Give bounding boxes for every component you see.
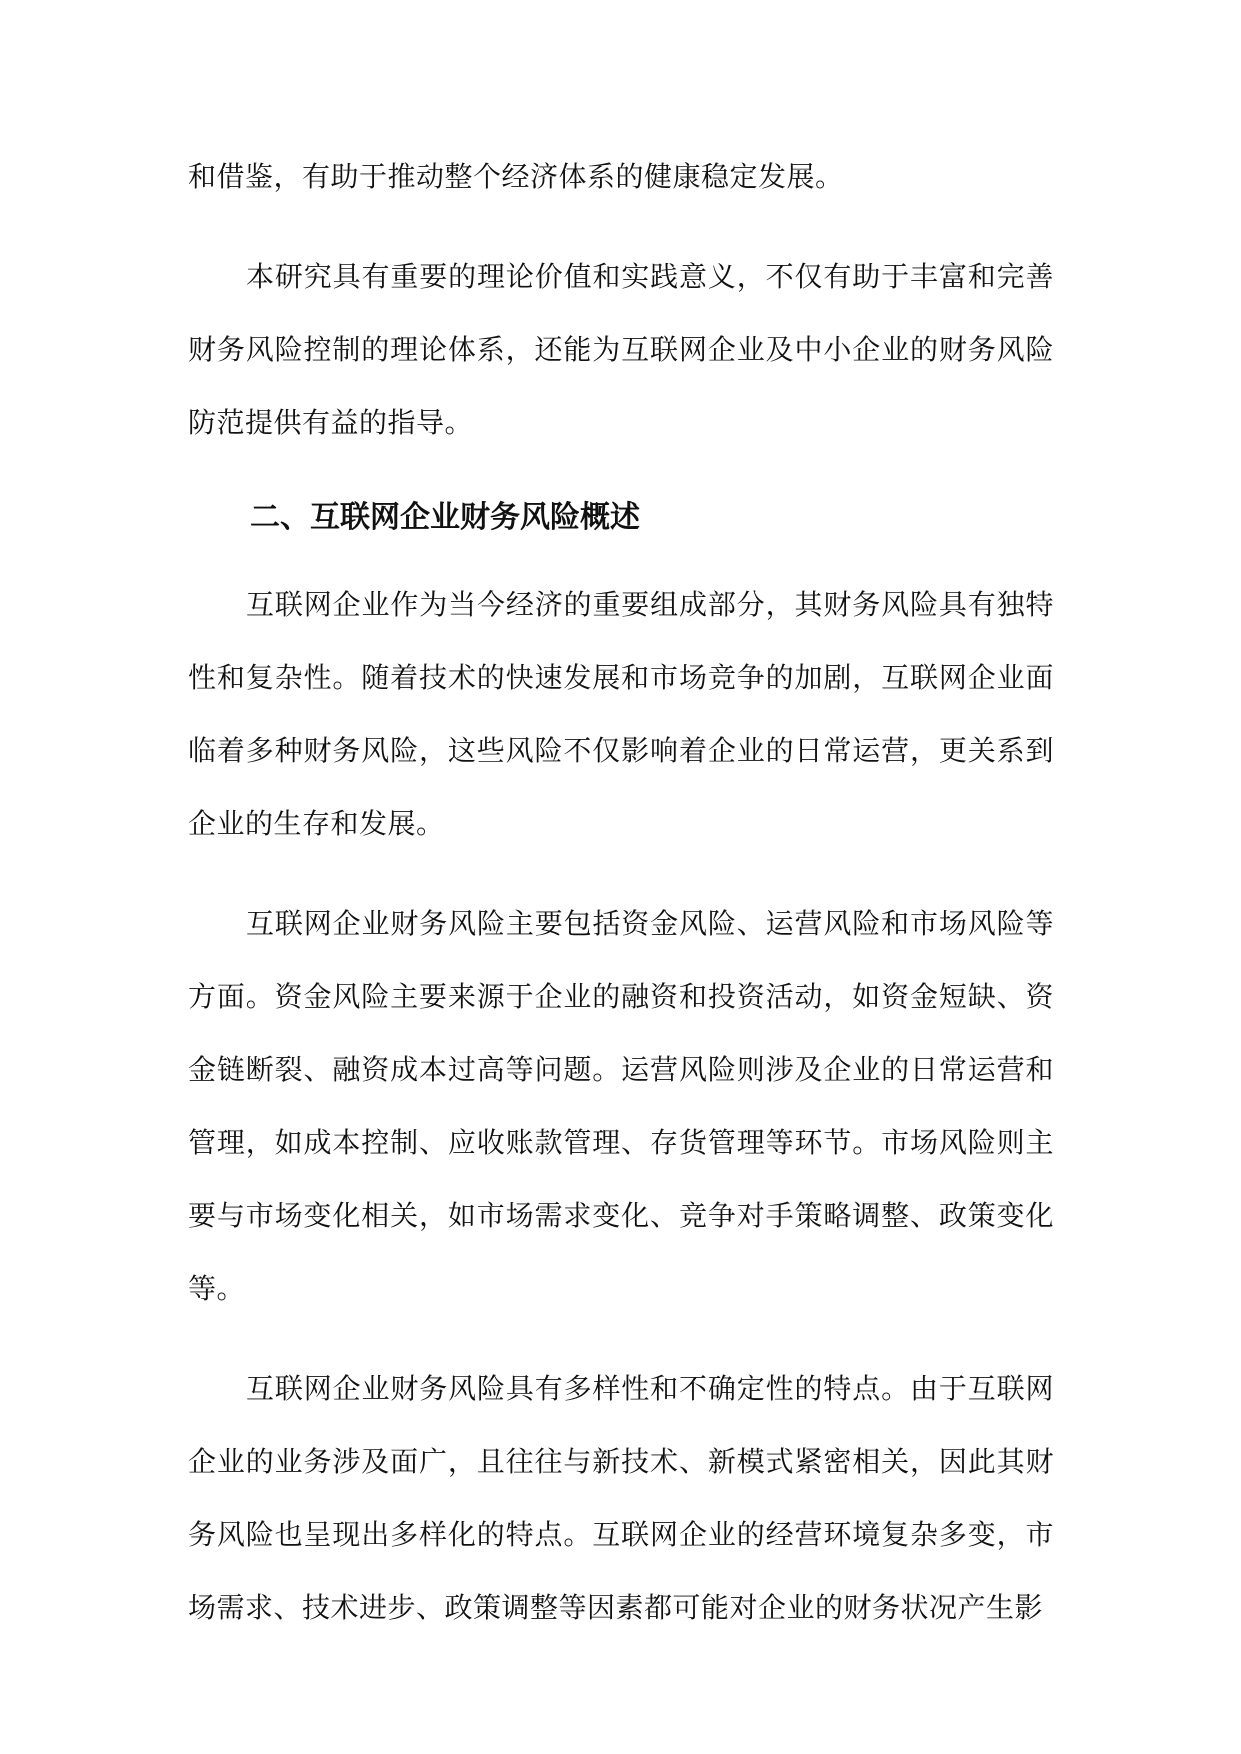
paragraph-continuation: 和借鉴，有助于推动整个经济体系的健康稳定发展。 (188, 160, 844, 193)
paragraph-research-significance: 本研究具有重要的理论价值和实践意义，不仅有助于丰富和完善财务风险控制的理论体系，还能为互联网企业及中小企业的财务风险防范提供有益的指导。 (188, 260, 1054, 439)
section-heading: 二、互联网企业财务风险概述 (250, 500, 640, 535)
paragraph-overview: 互联网企业作为当今经济的重要组成部分，其财务风险具有独特性和复杂性。随着技术的快速发展和市场竞争的加剧，互联网企业面临着多种财务风险，这些风险不仅影响着企业的日常运营，更关系到企业的生存和发展。 (188, 588, 1054, 840)
paragraph-risk-characteristics: 互联网企业财务风险具有多样性和不确定性的特点。由于互联网企业的业务涉及面广，且往往与新技术、新模式紧密相关，因此其财务风险也呈现出多样化的特点。互联网企业的经营环境复杂多变，市场需求、技术进步、政策调整等因素都可能对企业的财务状况产生影 (188, 1372, 1054, 1624)
document-body (188, 140, 1054, 1671)
paragraph-risk-types: 互联网企业财务风险主要包括资金风险、运营风险和市场风险等方面。资金风险主要来源于企业的融资和投资活动，如资金短缺、资金链断裂、融资成本过高等问题。运营风险则涉及企业的日常运营和管理，如成本控制、应收账款管理、存货管理等环节。市场风险则主要与市场变化相关，如市场需求变化、竞争对手策略调整、政策变化等。 (188, 907, 1054, 1305)
